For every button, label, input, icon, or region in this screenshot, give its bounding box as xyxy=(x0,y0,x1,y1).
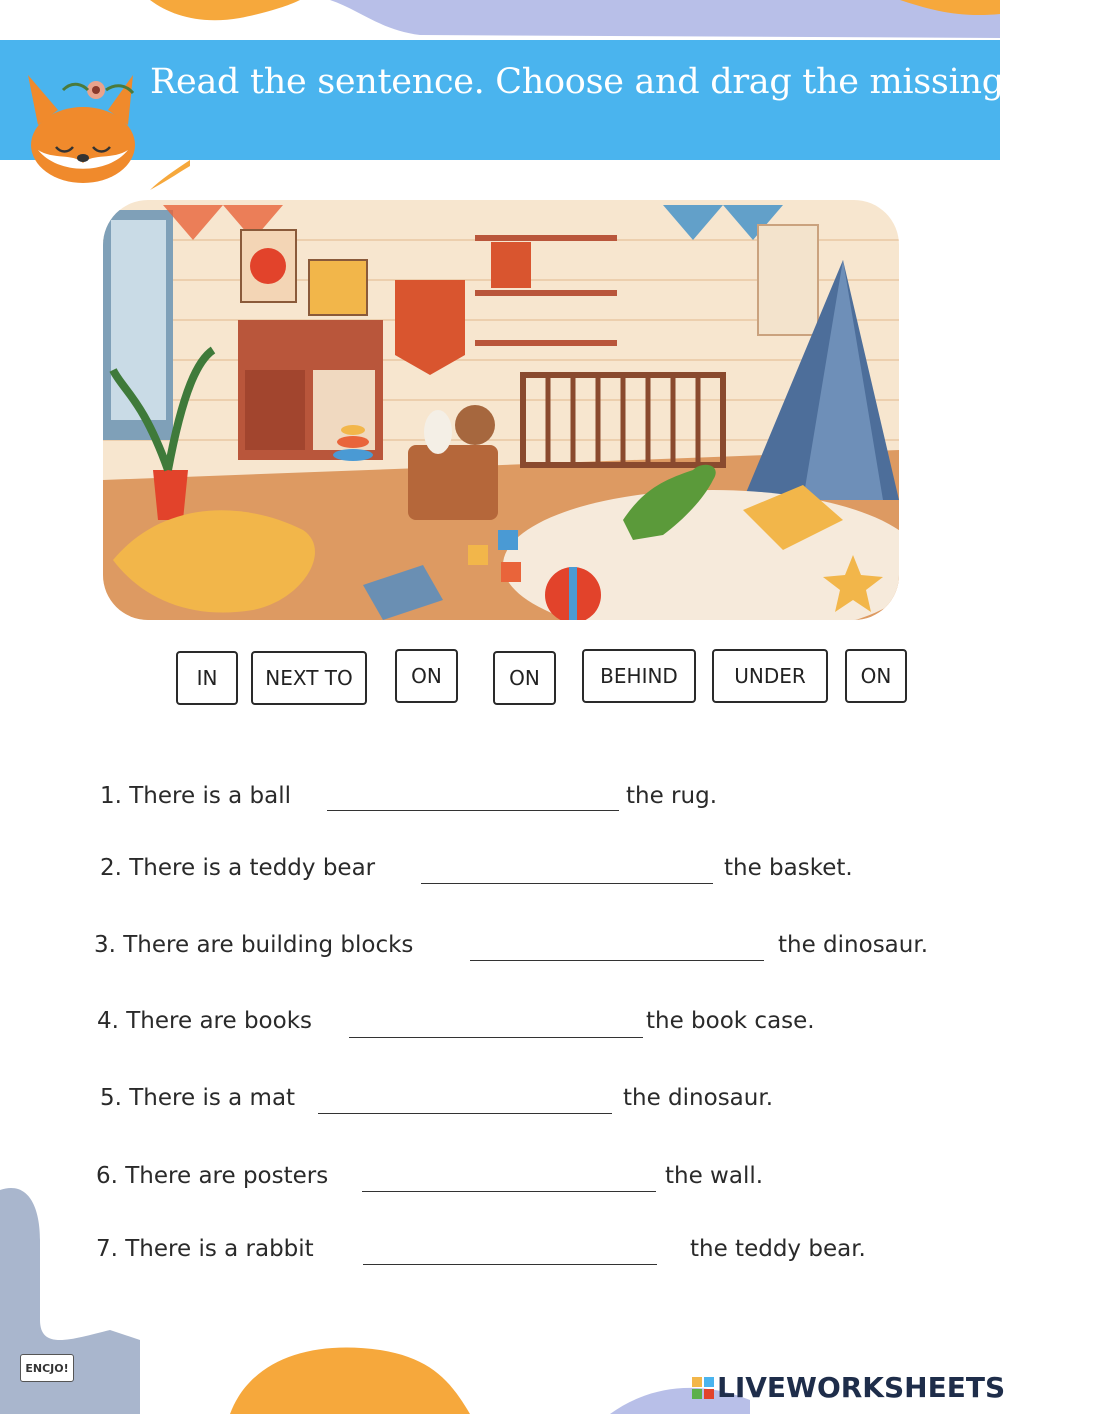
word-chip-on-2[interactable] xyxy=(493,651,556,705)
word-chip-label: ON xyxy=(509,666,540,690)
word-chip-label: ON xyxy=(411,664,442,688)
sentence-3-drop-target[interactable] xyxy=(470,960,764,961)
sentence-6-drop-target[interactable] xyxy=(362,1191,656,1192)
word-chip-on-3[interactable] xyxy=(845,649,907,703)
sentence-7-drop-target[interactable] xyxy=(363,1264,657,1265)
sentence-2-drop-target[interactable] xyxy=(421,883,713,884)
sentence-3-after: the dinosaur. xyxy=(778,932,929,958)
nursery-room-illustration xyxy=(103,200,899,620)
sentence-1-before: 1. There is a ball xyxy=(100,783,292,809)
word-chip-label: ON xyxy=(860,664,892,688)
word-chip-in[interactable] xyxy=(176,651,238,705)
bottom-right-decoration xyxy=(230,1340,750,1414)
word-chip-next-to[interactable] xyxy=(251,651,367,705)
sentence-7-after: the teddy bear. xyxy=(690,1236,866,1262)
sentence-5-drop-target[interactable] xyxy=(318,1113,612,1114)
word-chip-label: NEXT TO xyxy=(265,666,353,690)
sentence-1-after: the rug. xyxy=(626,783,718,809)
liveworksheets-brand xyxy=(692,1371,1005,1404)
word-chip-under[interactable] xyxy=(712,649,828,703)
sentence-6-after: the wall. xyxy=(665,1163,764,1189)
sentence-5-before: 5. There is a mat xyxy=(100,1085,296,1111)
word-chip-label: UNDER xyxy=(734,664,806,688)
fox-icon xyxy=(18,55,148,180)
sentence-3-before: 3. There are building blocks xyxy=(94,932,414,958)
sentence-6-before: 6. There are posters xyxy=(96,1163,329,1189)
sentence-5-after: the dinosaur. xyxy=(623,1085,774,1111)
sentence-4-before: 4. There are books xyxy=(97,1008,312,1034)
instruction-text: Read the sentence. Choose and drag the missing word. xyxy=(150,62,1114,102)
sentence-4-after: the book case. xyxy=(646,1008,815,1034)
sentence-1-drop-target[interactable] xyxy=(327,810,619,811)
encjo-logo: ENCJO! xyxy=(20,1354,74,1382)
liveworksheets-label: LIVEWORKSHEETS xyxy=(717,1371,1006,1404)
sentence-2-after: the basket. xyxy=(724,855,853,881)
top-decoration xyxy=(0,0,1000,45)
word-chip-on-1[interactable] xyxy=(395,649,458,703)
word-chip-label: BEHIND xyxy=(600,664,678,688)
right-decoration xyxy=(150,160,190,190)
sentence-4-drop-target[interactable] xyxy=(349,1037,643,1038)
word-chip-behind[interactable] xyxy=(582,649,696,703)
liveworksheets-icon xyxy=(692,1377,714,1399)
sentence-7-before: 7. There is a rabbit xyxy=(96,1236,314,1262)
word-chip-label: IN xyxy=(196,666,218,690)
sentence-2-before: 2. There is a teddy bear xyxy=(100,855,376,881)
